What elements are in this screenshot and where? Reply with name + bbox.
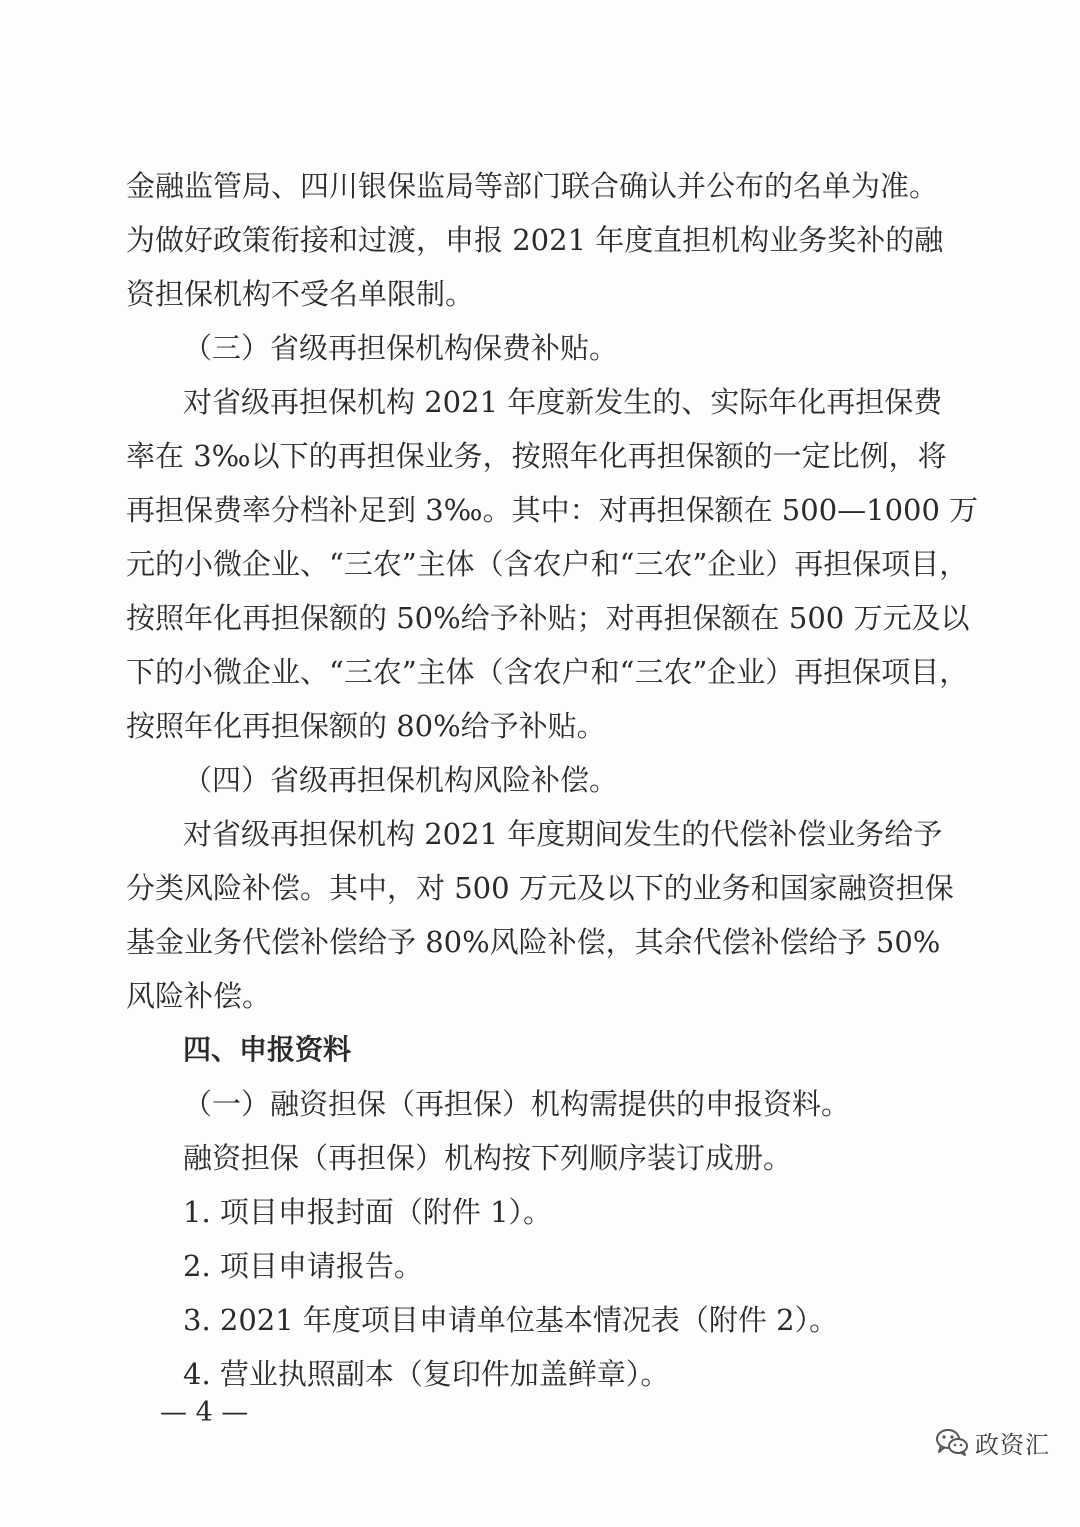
- list-item-1: 1. 项目申报封面（附件 1）。: [183, 1195, 553, 1229]
- subsection-heading-1: （一）融资担保（再担保）机构需提供的申报资料。: [183, 1087, 851, 1121]
- body-line-10: 下的小微企业、“三农”主体（含农户和“三农”企业）再担保项目，: [126, 655, 969, 689]
- body-line-7: 再担保费率分档补足到 3‰。其中：对再担保额在 500—1000 万: [126, 493, 979, 527]
- body-line-13: 对省级再担保机构 2021 年度期间发生的代偿补偿业务给予: [183, 817, 943, 851]
- list-item-4: 4. 营业执照副本（复印件加盖鲜章）。: [183, 1357, 670, 1391]
- body-line-5: 对省级再担保机构 2021 年度新发生的、实际年化再担保费: [183, 385, 943, 419]
- body-line-3: 资担保机构不受名单限制。: [126, 277, 475, 311]
- body-line-1: 金融监管局、四川银保监局等部门联合确认并公布的名单为准。: [126, 169, 939, 203]
- body-line-19: 融资担保（再担保）机构按下列顺序装订成册。: [183, 1141, 793, 1175]
- body-line-9: 按照年化再担保额的 50%给予补贴；对再担保额在 500 万元及以: [126, 601, 970, 635]
- list-item-3: 3. 2021 年度项目申请单位基本情况表（附件 2）。: [183, 1303, 839, 1337]
- body-line-6: 率在 3‰以下的再担保业务，按照年化再担保额的一定比例，将: [126, 439, 947, 473]
- body-line-8: 元的小微企业、“三农”主体（含农户和“三农”企业）再担保项目，: [126, 547, 969, 581]
- body-line-16: 风险补偿。: [126, 979, 272, 1013]
- page-number: — 4 —: [160, 1397, 249, 1428]
- body-line-15: 基金业务代偿补偿给予 80%风险补偿，其余代偿补偿给予 50%: [126, 925, 941, 959]
- body-line-11: 按照年化再担保额的 80%给予补贴。: [126, 709, 606, 743]
- body-line-2: 为做好政策衔接和过渡，申报 2021 年度直担机构业务奖补的融: [126, 223, 944, 257]
- section-heading-3: （三）省级再担保机构保费补贴。: [183, 331, 619, 365]
- list-item-2: 2. 项目申请报告。: [183, 1249, 423, 1283]
- watermark-text: 政资汇: [975, 1430, 1050, 1459]
- wechat-icon: [935, 1427, 969, 1457]
- body-line-14: 分类风险补偿。其中，对 500 万元及以下的业务和国家融资担保: [126, 871, 954, 905]
- section-heading-4: （四）省级再担保机构风险补偿。: [183, 763, 619, 797]
- chapter-heading: 四、申报资料: [183, 1033, 352, 1066]
- watermark: [935, 1420, 1050, 1464]
